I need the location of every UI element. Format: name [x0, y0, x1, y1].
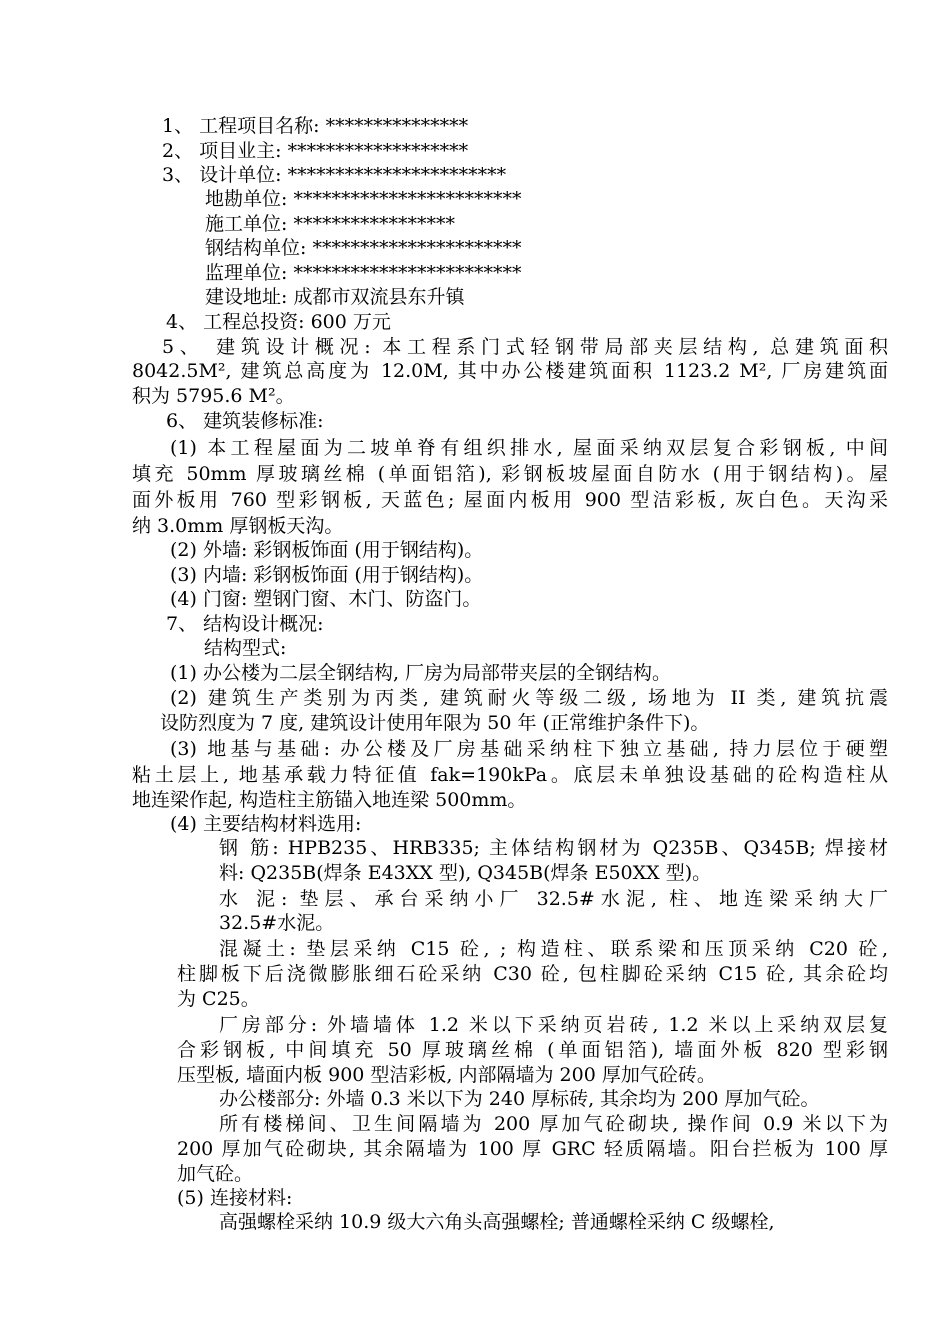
text-line: 2、 项目业主: *******************: [162, 140, 469, 162]
text-line: 纳 3.0mm 厚钢板天沟。: [132, 515, 344, 537]
text-line: (3) 内墙: 彩钢板饰面 (用于钢结构)。: [170, 564, 484, 586]
text-line: 加气砼。: [177, 1163, 254, 1185]
text-line: 积为 5795.6 M²。: [132, 385, 295, 407]
text-line: 3、 设计单位: ***********************: [162, 164, 507, 186]
text-line: 7、 结构设计概况:: [166, 613, 324, 635]
text-line: 设防烈度为 7 度, 建筑设计使用年限为 50 年 (正常维护条件下)。: [160, 712, 710, 734]
text-line: (4) 主要结构材料选用:: [170, 813, 362, 835]
text-line: 监理单位: ************************: [205, 262, 522, 284]
text-line: 所有楼梯间、卫生间隔墙为 200 厚加气砼砌块, 操作间 0.9 米以下为: [219, 1113, 888, 1135]
text-line: 填充 50mm 厚玻璃丝棉 (单面铝箔), 彩钢板坡屋面自防水 (用于钢结构)。屋: [132, 463, 888, 485]
text-line: 4、 工程总投资: 600 万元: [166, 311, 391, 333]
text-line: (2) 建筑生产类别为丙类, 建筑耐火等级二级, 场地为 II 类, 建筑抗震: [170, 687, 888, 709]
text-line: 5、 建筑设计概况: 本工程系门式轻钢带局部夹层结构, 总建筑面积: [162, 336, 888, 358]
text-line: 办公楼部分: 外墙 0.3 米以下为 240 厚标砖, 其余均为 200 厚加气砼。: [219, 1088, 820, 1110]
text-line: 钢结构单位: **********************: [205, 237, 522, 259]
text-line: 6、 建筑装修标准:: [166, 410, 324, 432]
text-line: 料: Q235B(焊条 E43XX 型), Q345B(焊条 E50XX 型)。: [219, 862, 712, 884]
text-line: 32.5#水泥。: [219, 912, 335, 934]
text-line: 水 泥: 垫层、承台采纳小厂 32.5#水泥, 柱、地连梁采纳大厂: [219, 888, 888, 910]
text-line: 1、 工程项目名称: ***************: [162, 115, 469, 137]
text-line: 钢 筋: HPB235、HRB335; 主体结构钢材为 Q235B、Q345B; 焊接材: [219, 837, 888, 859]
text-line: 面外板用 760 型彩钢板, 天蓝色; 屋面内板用 900 型洁彩板, 灰白色。天沟采: [132, 489, 888, 511]
text-line: 200 厚加气砼砌块, 其余隔墙为 100 厚 GRC 轻质隔墙。阳台拦板为 100 厚: [177, 1138, 888, 1160]
text-line: (2) 外墙: 彩钢板饰面 (用于钢结构)。: [170, 539, 484, 561]
text-line: 压型板, 墙面内板 900 型洁彩板, 内部隔墙为 200 厚加气砼砖。: [177, 1064, 716, 1086]
text-line: 结构型式:: [204, 637, 287, 659]
text-line: (4) 门窗: 塑钢门窗、木门、防盗门。: [170, 588, 482, 610]
text-line: 为 C25。: [177, 988, 260, 1010]
text-line: 建设地址: 成都市双流县东升镇: [205, 286, 465, 308]
text-line: 地连梁作起, 构造柱主筋锚入地连梁 500mm。: [132, 789, 527, 811]
text-line: (1) 办公楼为二层全钢结构, 厂房为局部带夹层的全钢结构。: [170, 662, 672, 684]
text-line: 合彩钢板, 中间填充 50 厚玻璃丝棉 (单面铝箔), 墙面外板 820 型彩钢: [177, 1039, 888, 1061]
text-line: 高强螺栓采纳 10.9 级大六角头高强螺栓; 普通螺栓采纳 C 级螺栓,: [219, 1211, 775, 1233]
text-line: 厂房部分: 外墙墙体 1.2 米以下采纳页岩砖, 1.2 米以上采纳双层复: [219, 1014, 888, 1036]
text-line: (5) 连接材料:: [177, 1187, 293, 1209]
text-line: (1) 本工程屋面为二坡单脊有组织排水, 屋面采纳双层复合彩钢板, 中间: [170, 437, 888, 459]
text-line: 施工单位: *****************: [205, 213, 455, 235]
text-line: 8042.5M², 建筑总高度为 12.0M, 其中办公楼建筑面积 1123.2 M², 厂房建筑面: [132, 360, 888, 382]
text-line: 混凝土: 垫层采纳 C15 砼, ; 构造柱、联系梁和压顶采纳 C20 砼,: [219, 938, 888, 960]
text-line: 地勘单位: ************************: [205, 188, 522, 210]
text-line: (3) 地基与基础: 办公楼及厂房基础采纳柱下独立基础, 持力层位于硬塑: [170, 738, 888, 760]
text-line: 粘土层上, 地基承载力特征值 fak=190kPa。底层未单独设基础的砼构造柱从: [132, 764, 888, 786]
text-line: 柱脚板下后浇微膨胀细石砼采纳 C30 砼, 包柱脚砼采纳 C15 砼, 其余砼均: [177, 963, 888, 985]
